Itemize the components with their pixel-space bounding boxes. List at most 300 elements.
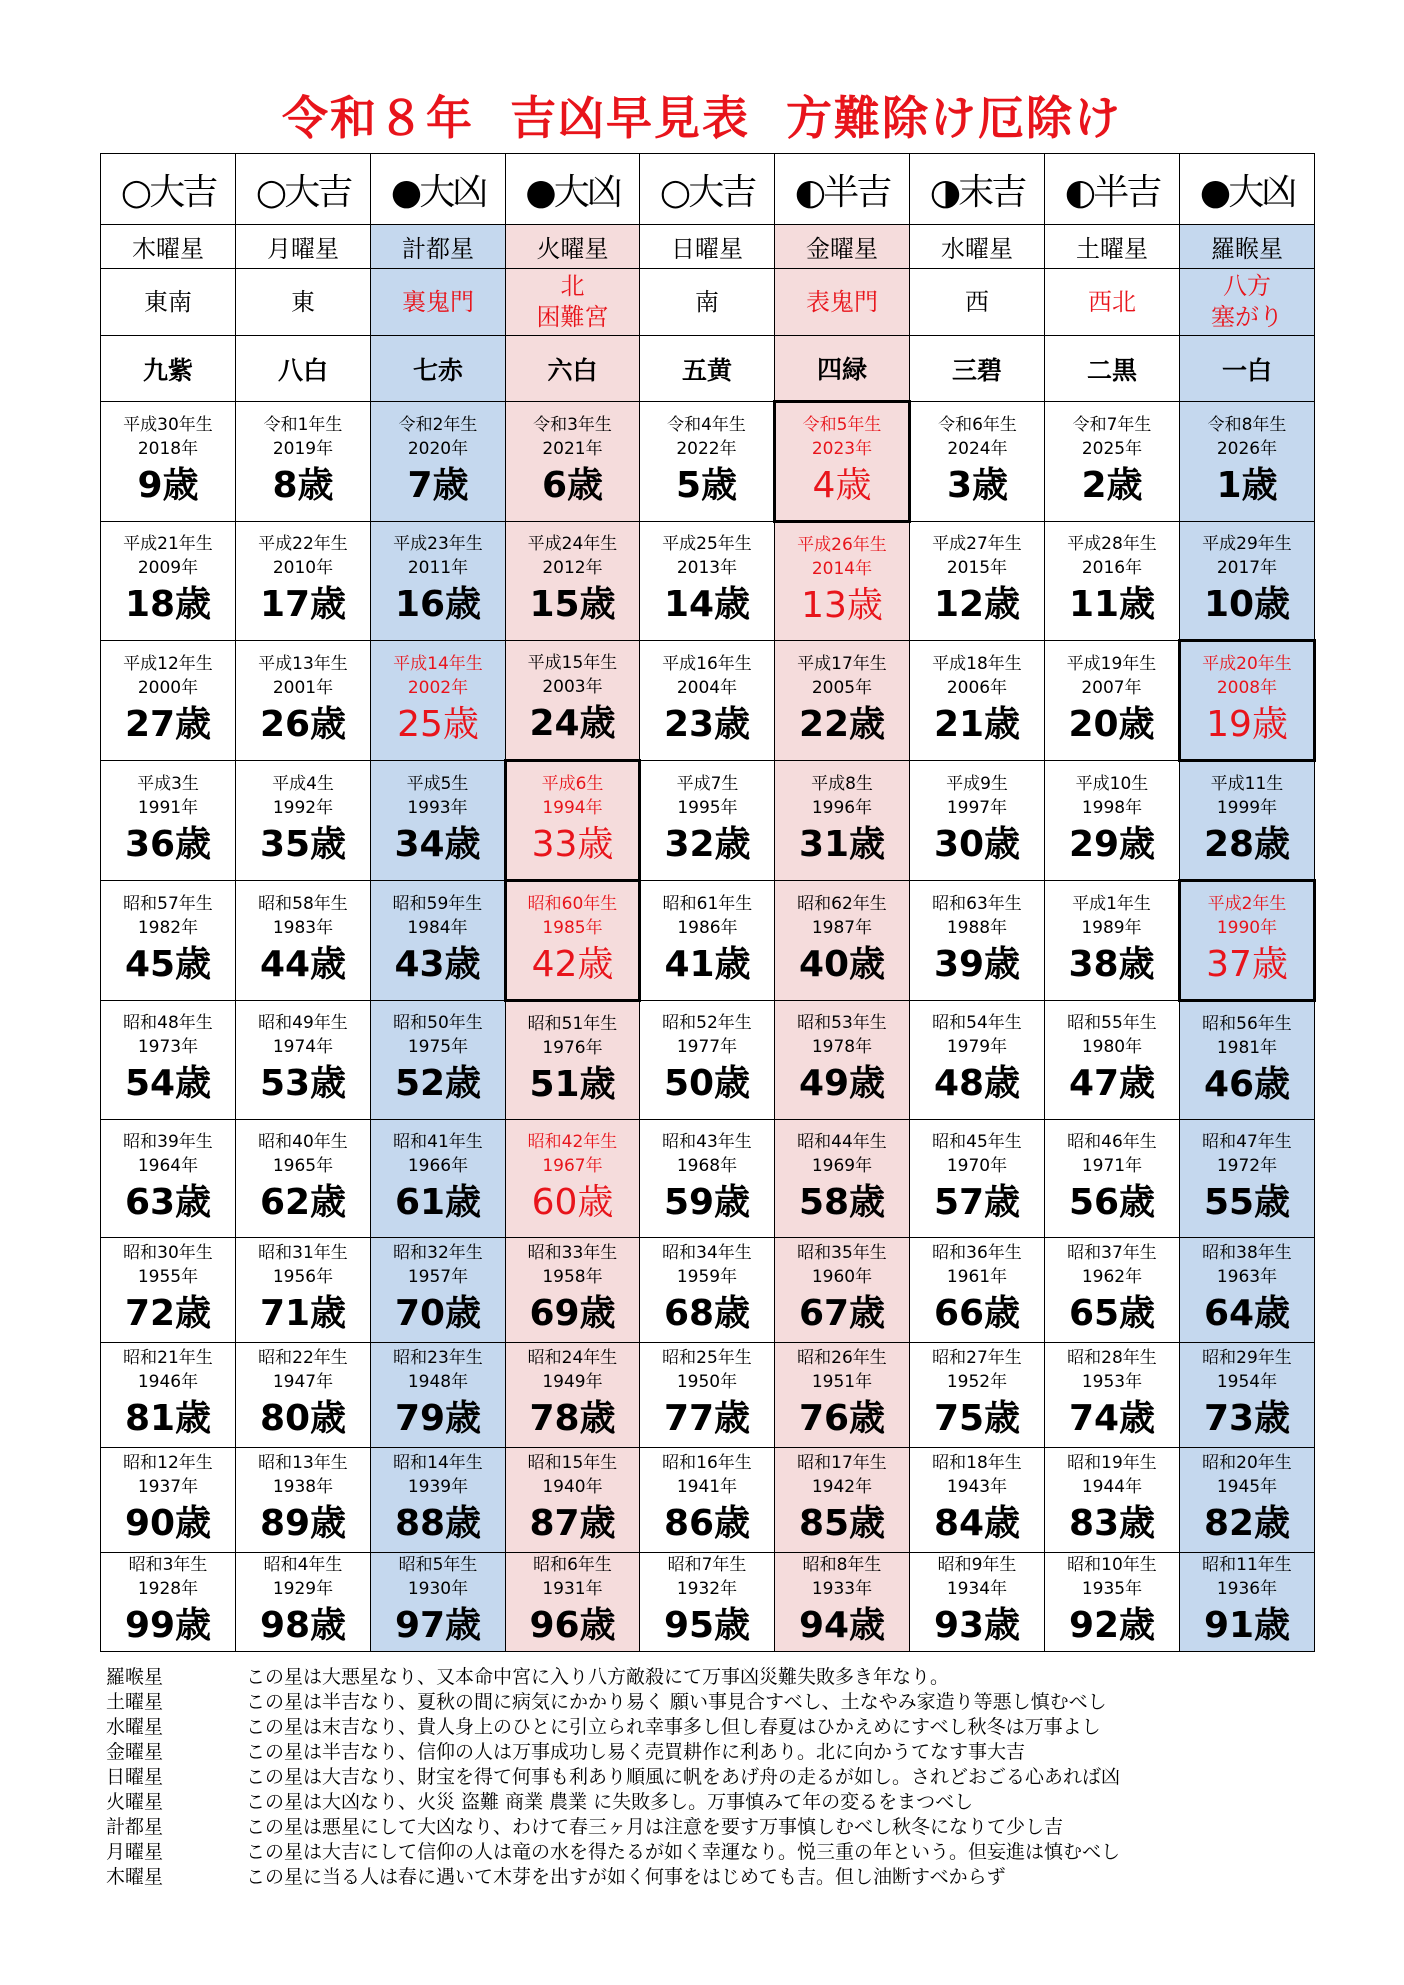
direction-cell [640, 269, 775, 336]
birth-era-label: 平成30年生 [123, 414, 213, 435]
age-cell [236, 761, 371, 881]
birth-year-label: 1939年 [407, 1477, 469, 1497]
fortune-cell: ●大凶 [371, 154, 506, 225]
birth-year-label: 1970年 [946, 1155, 1008, 1176]
age-cell [371, 1238, 506, 1343]
age-cell [1045, 641, 1180, 761]
age-label: 24歳 [529, 703, 616, 744]
age-cell [506, 402, 640, 522]
age-cell [775, 1448, 910, 1553]
age-row [101, 402, 1315, 522]
birth-year-label: 1959年 [676, 1267, 738, 1287]
birth-year-label: 1929年 [272, 1579, 334, 1599]
age-label: 96歳 [529, 1605, 616, 1646]
birth-era-label: 昭和36年生 [932, 1243, 1022, 1263]
age-cell [506, 641, 640, 761]
birth-era-label: 令和7年生 [1072, 414, 1152, 435]
birth-era-label: 令和6年生 [938, 414, 1017, 435]
birth-era-label: 昭和12年生 [123, 1453, 213, 1473]
birth-era-label: 昭和5年生 [398, 1555, 478, 1575]
age-cell [1045, 1448, 1180, 1553]
birth-era-label: 昭和55年生 [1067, 1013, 1157, 1033]
age-row [101, 1120, 1315, 1238]
birth-era-label: 昭和30年生 [123, 1243, 213, 1263]
birth-year-label: 1969年 [811, 1155, 873, 1176]
age-row [101, 522, 1315, 641]
birth-year-label: 2012年 [542, 558, 603, 578]
age-row [101, 1343, 1315, 1448]
age-label: 50歳 [663, 1063, 751, 1104]
birth-year-label: 1985年 [542, 917, 603, 938]
age-cell [236, 641, 371, 761]
note-star: 土曜星 [106, 1691, 164, 1713]
age-label: 25歳 [397, 703, 479, 745]
direction-label: 東 [291, 287, 315, 316]
birth-era-label: 昭和6年生 [533, 1555, 612, 1575]
age-cell [101, 761, 236, 881]
birth-year-label: 1965年 [272, 1155, 334, 1176]
age-cell [236, 881, 371, 1001]
age-label: 80歳 [259, 1398, 347, 1439]
direction-label: 西 [965, 287, 989, 316]
age-label: 26歳 [259, 703, 347, 745]
birth-era-label: 昭和63年生 [932, 893, 1022, 914]
birth-era-label: 令和1年生 [263, 414, 343, 435]
age-label: 59歳 [663, 1181, 751, 1223]
age-label: 78歳 [529, 1398, 616, 1439]
age-label: 64歳 [1203, 1293, 1291, 1334]
age-label: 74歳 [1068, 1398, 1156, 1439]
birth-year-label: 1957年 [407, 1267, 469, 1287]
birth-year-label: 1966年 [407, 1155, 469, 1176]
birth-era-label: 平成2年生 [1207, 893, 1287, 914]
age-row [101, 1001, 1315, 1120]
age-cell [910, 1553, 1045, 1652]
age-cell [506, 1343, 640, 1448]
age-row [101, 1238, 1315, 1343]
age-label: 52歳 [394, 1063, 482, 1104]
note-star: 月曜星 [106, 1841, 164, 1863]
birth-year-label: 1988年 [946, 917, 1008, 938]
star-row [101, 225, 1315, 269]
birth-year-label: 1945年 [1216, 1477, 1278, 1497]
birth-year-label: 1996年 [811, 797, 873, 818]
birth-year-label: 2020年 [407, 438, 469, 459]
birth-year-label: 2023年 [811, 438, 873, 459]
direction-label: 東南 [144, 287, 192, 316]
age-cell [1045, 522, 1180, 641]
birth-year-label: 1941年 [676, 1477, 738, 1497]
age-cell [775, 1120, 910, 1238]
age-label: 93歳 [933, 1605, 1021, 1646]
birth-era-label: 平成23年生 [393, 534, 483, 554]
age-cell [910, 761, 1045, 881]
birth-year-label: 1955年 [137, 1267, 199, 1287]
birth-year-label: 1961年 [946, 1267, 1008, 1287]
birth-year-label: 2017年 [1216, 557, 1278, 578]
birth-era-label: 昭和48年生 [123, 1013, 213, 1033]
kyusei-cell: 五黄 [640, 336, 775, 402]
birth-era-label: 昭和56年生 [1202, 1013, 1292, 1034]
age-cell [640, 761, 775, 881]
birth-era-label: 令和5年生 [802, 414, 882, 435]
fortune-cell: ○大吉 [640, 154, 775, 225]
birth-era-label: 昭和15年生 [527, 1453, 618, 1473]
age-cell [236, 1553, 371, 1652]
birth-year-label: 1960年 [811, 1267, 873, 1287]
birth-year-label: 1989年 [1081, 917, 1142, 938]
age-label: 49歳 [798, 1063, 886, 1104]
birth-era-label: 平成14年生 [393, 653, 483, 674]
age-cell [506, 761, 640, 881]
kyusei-cell: 九紫 [101, 336, 236, 402]
birth-era-label: 平成8生 [811, 773, 873, 794]
birth-era-label: 昭和29年生 [1202, 1348, 1292, 1368]
birth-era-label: 昭和21年生 [123, 1348, 213, 1368]
birth-era-label: 平成10生 [1075, 773, 1149, 794]
birth-era-label: 昭和10年生 [1067, 1555, 1157, 1575]
age-label: 94歳 [798, 1605, 886, 1646]
note-star: 金曜星 [106, 1741, 164, 1763]
age-cell [1045, 402, 1180, 522]
age-cell [910, 881, 1045, 1001]
age-label: 38歳 [1068, 943, 1155, 985]
age-cell [640, 1238, 775, 1343]
age-label: 62歳 [259, 1181, 347, 1223]
note-line [106, 1715, 1326, 1740]
age-label: 58歳 [798, 1181, 886, 1223]
birth-year-label: 2004年 [676, 677, 738, 698]
birth-era-label: 平成12年生 [123, 653, 213, 674]
age-label: 61歳 [394, 1181, 482, 1223]
age-label: 6歳 [541, 464, 604, 506]
birth-era-label: 昭和11年生 [1202, 1555, 1292, 1575]
birth-era-label: 昭和45年生 [932, 1131, 1022, 1152]
birth-era-label: 昭和47年生 [1202, 1131, 1292, 1152]
age-cell [640, 1448, 775, 1553]
note-text: この星に当る人は春に遇いて木芽を出すが如く何事をはじめても吉。但し油断すべからず [246, 1866, 1006, 1888]
age-cell [371, 522, 506, 641]
birth-year-label: 2003年 [542, 677, 603, 697]
birth-year-label: 1974年 [272, 1037, 334, 1057]
age-row [101, 761, 1315, 881]
birth-year-label: 1972年 [1216, 1155, 1278, 1176]
age-cell [1180, 1001, 1315, 1120]
note-text: この星は大吉にして信仰の人は竜の水を得たるが如く幸運なり。悦三重の年という。但妄進は慎むべし [246, 1841, 1121, 1863]
note-line [106, 1790, 1326, 1815]
age-label: 3歳 [946, 464, 1009, 506]
birth-year-label: 1946年 [137, 1372, 199, 1392]
age-label: 42歳 [531, 943, 614, 985]
age-label: 12歳 [933, 584, 1021, 625]
age-label: 68歳 [663, 1293, 751, 1334]
birth-era-label: 平成6生 [541, 773, 604, 794]
birth-era-label: 昭和60年生 [527, 893, 618, 914]
age-label: 14歳 [663, 584, 751, 625]
age-label: 36歳 [124, 823, 212, 865]
age-cell [910, 1343, 1045, 1448]
birth-year-label: 1967年 [542, 1155, 603, 1176]
note-text: この星は大吉なり、財宝を得て何事も利あり順風に帆をあげ舟の走るが如し。されどおごる心あれば凶 [246, 1766, 1121, 1788]
direction-cell [371, 269, 506, 336]
age-cell [640, 1553, 775, 1652]
age-cell [1045, 1553, 1180, 1652]
direction-label: 北 困難宮 [536, 272, 609, 331]
age-label: 81歳 [124, 1398, 212, 1439]
birth-year-label: 1949年 [542, 1372, 603, 1392]
fortune-table [100, 153, 1316, 1652]
age-row [101, 1553, 1315, 1652]
birth-era-label: 平成1年生 [1072, 893, 1151, 914]
birth-year-label: 1963年 [1216, 1267, 1278, 1287]
birth-era-label: 昭和31年生 [258, 1243, 348, 1263]
page-title: 令和８年 吉凶早見表 方難除け厄除け [281, 91, 1123, 145]
fortune-cell: ◑末吉 [910, 154, 1045, 225]
age-cell [640, 1001, 775, 1120]
birth-era-label: 平成5生 [406, 773, 469, 794]
age-cell [101, 1448, 236, 1553]
age-cell [236, 1448, 371, 1553]
birth-era-label: 昭和39年生 [123, 1131, 213, 1152]
birth-year-label: 1936年 [1216, 1579, 1278, 1599]
star-cell: 月曜星 [236, 225, 371, 269]
age-label: 31歳 [798, 823, 886, 865]
birth-year-label: 2019年 [272, 438, 334, 459]
age-cell [371, 1343, 506, 1448]
age-cell [236, 1238, 371, 1343]
birth-year-label: 1980年 [1081, 1037, 1143, 1057]
birth-year-label: 1987年 [811, 917, 873, 938]
age-cell [101, 522, 236, 641]
age-cell [236, 1120, 371, 1238]
birth-era-label: 平成11生 [1210, 773, 1284, 794]
age-cell [371, 881, 506, 1001]
age-cell [1180, 1238, 1315, 1343]
birth-era-label: 平成4生 [272, 773, 334, 794]
direction-label: 裏鬼門 [402, 287, 474, 316]
fortune-cell: ◐半吉 [775, 154, 910, 225]
birth-era-label: 昭和42年生 [527, 1131, 618, 1152]
birth-year-label: 1937年 [137, 1477, 199, 1497]
birth-era-label: 令和4年生 [667, 414, 746, 435]
birth-era-label: 昭和57年生 [123, 893, 213, 914]
age-cell [910, 641, 1045, 761]
age-cell [506, 1448, 640, 1553]
birth-era-label: 平成26年生 [797, 534, 887, 555]
birth-era-label: 昭和54年生 [932, 1013, 1022, 1033]
age-label: 34歳 [394, 823, 481, 865]
age-label: 70歳 [394, 1293, 482, 1334]
age-row [101, 1448, 1315, 1553]
birth-era-label: 昭和59年生 [392, 893, 483, 914]
birth-era-label: 昭和24年生 [527, 1348, 618, 1368]
birth-era-label: 平成25年生 [662, 534, 752, 554]
birth-year-label: 1986年 [677, 917, 738, 938]
birth-era-label: 平成13年生 [258, 653, 348, 674]
birth-year-label: 1994年 [542, 797, 603, 818]
age-cell [640, 641, 775, 761]
note-line [106, 1815, 1326, 1840]
age-cell [506, 1001, 640, 1120]
age-label: 1歳 [1216, 464, 1278, 506]
age-cell [506, 881, 640, 1001]
birth-era-label: 昭和38年生 [1202, 1243, 1292, 1263]
age-label: 23歳 [663, 703, 751, 745]
age-label: 56歳 [1068, 1181, 1156, 1223]
birth-era-label: 平成7生 [676, 773, 739, 794]
birth-era-label: 平成28年生 [1067, 534, 1157, 554]
birth-year-label: 1979年 [946, 1037, 1008, 1057]
birth-year-label: 1981年 [1216, 1037, 1278, 1058]
birth-year-label: 2006年 [946, 677, 1008, 698]
direction-cell [236, 269, 371, 336]
age-cell [640, 402, 775, 522]
birth-era-label: 昭和40年生 [258, 1131, 348, 1152]
birth-year-label: 2015年 [946, 558, 1008, 578]
age-cell [101, 881, 236, 1001]
birth-era-label: 昭和4年生 [263, 1555, 343, 1575]
note-line [106, 1765, 1326, 1790]
age-label: 51歳 [529, 1063, 616, 1105]
age-label: 90歳 [124, 1503, 212, 1544]
birth-era-label: 昭和37年生 [1067, 1243, 1157, 1263]
birth-year-label: 1975年 [407, 1037, 469, 1057]
age-cell [640, 1343, 775, 1448]
age-label: 63歳 [124, 1181, 212, 1223]
age-label: 88歳 [394, 1503, 482, 1544]
age-cell [236, 1343, 371, 1448]
note-star: 火曜星 [106, 1791, 164, 1813]
birth-year-label: 1993年 [407, 797, 468, 818]
birth-year-label: 1954年 [1216, 1372, 1278, 1392]
age-cell [1045, 881, 1180, 1001]
birth-era-label: 平成21年生 [123, 534, 213, 554]
age-label: 37歳 [1206, 943, 1288, 985]
age-label: 72歳 [124, 1293, 212, 1334]
age-cell [910, 1120, 1045, 1238]
age-label: 82歳 [1203, 1503, 1291, 1544]
birth-year-label: 1971年 [1081, 1155, 1143, 1176]
birth-year-label: 2008年 [1216, 677, 1278, 698]
birth-era-label: 昭和46年生 [1067, 1131, 1157, 1152]
age-cell [1045, 1120, 1180, 1238]
note-text: この星は大凶なり、火災 盗難 商業 農業 に失敗多し。万事慎みて年の変るをまつべし [246, 1791, 974, 1813]
age-label: 83歳 [1068, 1503, 1156, 1544]
age-cell [910, 522, 1045, 641]
birth-era-label: 昭和34年生 [662, 1243, 752, 1263]
age-cell [775, 522, 910, 641]
age-label: 22歳 [798, 703, 886, 745]
age-cell [101, 1120, 236, 1238]
birth-era-label: 平成17年生 [797, 653, 887, 674]
birth-era-label: 平成3生 [137, 773, 199, 794]
birth-year-label: 1983年 [272, 917, 334, 938]
age-cell [101, 1238, 236, 1343]
birth-year-label: 2001年 [272, 677, 334, 698]
age-cell [775, 761, 910, 881]
age-cell [775, 881, 910, 1001]
note-line [106, 1740, 1326, 1765]
age-label: 92歳 [1068, 1605, 1156, 1646]
age-label: 10歳 [1203, 583, 1291, 625]
age-label: 95歳 [663, 1605, 751, 1646]
birth-era-label: 昭和41年生 [393, 1131, 483, 1152]
age-cell [1180, 641, 1315, 761]
age-label: 65歳 [1068, 1293, 1156, 1334]
birth-era-label: 昭和7年生 [667, 1555, 747, 1575]
birth-year-label: 2005年 [811, 677, 873, 698]
age-label: 4歳 [812, 464, 872, 506]
direction-label: 南 [695, 287, 719, 316]
note-star: 羅喉星 [106, 1666, 164, 1688]
birth-era-label: 昭和14年生 [393, 1453, 483, 1473]
birth-year-label: 1943年 [946, 1477, 1008, 1497]
age-cell [1045, 761, 1180, 881]
birth-era-label: 平成29年生 [1202, 533, 1292, 554]
age-label: 98歳 [259, 1605, 347, 1646]
age-label: 7歳 [407, 464, 469, 506]
birth-era-label: 昭和50年生 [393, 1013, 483, 1033]
age-label: 46歳 [1203, 1063, 1291, 1105]
kyusei-cell: 八白 [236, 336, 371, 402]
birth-year-label: 1956年 [272, 1267, 334, 1287]
birth-year-label: 1991年 [137, 797, 199, 818]
birth-year-label: 1992年 [272, 797, 334, 818]
birth-year-label: 1984年 [407, 917, 468, 938]
kyusei-row [101, 336, 1315, 402]
age-label: 53歳 [259, 1063, 347, 1104]
age-cell [775, 402, 910, 522]
age-label: 11歳 [1068, 584, 1156, 625]
age-label: 15歳 [529, 584, 616, 625]
birth-year-label: 1944年 [1081, 1477, 1143, 1497]
age-row [101, 881, 1315, 1001]
birth-era-label: 昭和49年生 [258, 1013, 348, 1033]
age-cell [236, 522, 371, 641]
age-label: 32歳 [664, 823, 751, 865]
star-cell: 計都星 [371, 225, 506, 269]
birth-era-label: 昭和22年生 [258, 1348, 348, 1368]
age-label: 16歳 [394, 584, 482, 625]
age-label: 28歳 [1203, 823, 1291, 865]
birth-year-label: 1947年 [272, 1372, 334, 1392]
age-cell [371, 1120, 506, 1238]
age-label: 18歳 [124, 584, 212, 625]
age-cell [101, 402, 236, 522]
note-line [106, 1865, 1326, 1890]
age-cell [910, 1238, 1045, 1343]
age-cell [1180, 761, 1315, 881]
age-label: 39歳 [933, 943, 1021, 985]
birth-era-label: 昭和43年生 [662, 1131, 752, 1152]
age-label: 73歳 [1203, 1398, 1291, 1439]
age-cell [371, 1448, 506, 1553]
birth-era-label: 昭和3年生 [128, 1555, 208, 1575]
birth-year-label: 1990年 [1216, 917, 1278, 938]
birth-era-label: 平成24年生 [527, 534, 618, 554]
age-cell [236, 402, 371, 522]
birth-era-label: 昭和13年生 [258, 1453, 348, 1473]
age-cell [910, 1001, 1045, 1120]
age-label: 21歳 [933, 703, 1021, 745]
age-label: 84歳 [933, 1503, 1021, 1544]
age-cell [101, 1001, 236, 1120]
birth-era-label: 平成15年生 [527, 653, 618, 673]
direction-cell [506, 269, 640, 336]
age-label: 19歳 [1206, 703, 1288, 745]
birth-era-label: 昭和17年生 [797, 1453, 887, 1473]
age-cell [640, 522, 775, 641]
